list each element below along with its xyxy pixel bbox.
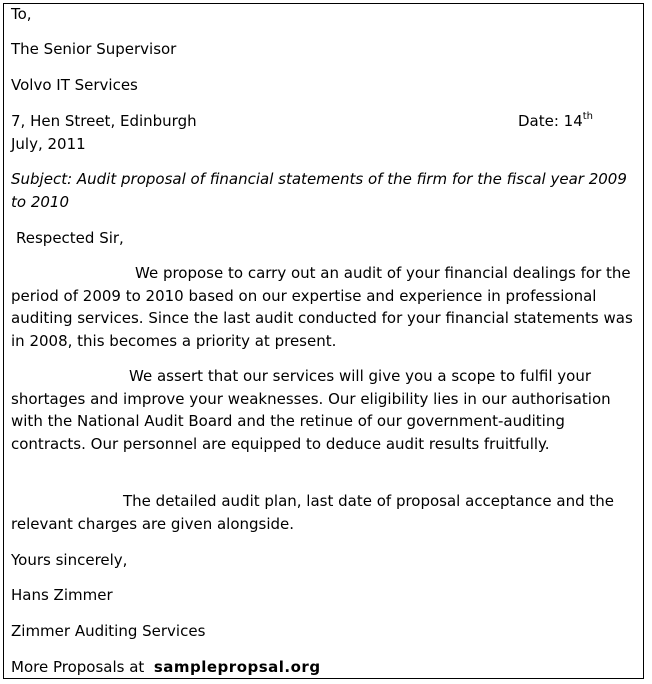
closing: Yours sincerely, [11,551,128,569]
paragraph-2 [11,365,635,455]
date-label: Date: 14 [518,112,583,130]
signer-company: Zimmer Auditing Services [11,622,206,640]
recipient-title: The Senior Supervisor [11,40,177,58]
greeting: Respected Sir, [16,229,124,247]
recipient-company: Volvo IT Services [11,76,138,94]
paragraph-2-text: We assert that our services will give you a scope to fulfil your shortages and improve your weaknesses. Our eligibility lies in our authorisation with the National Audit Board and the retinue of our government-auditing contracts. Our personnel are equipped to deduce audit results fruitfully. [11,367,611,453]
footer-site-link[interactable]: samplepropsal.org [153,658,321,676]
footer [11,656,321,678]
subject-line: Subject: Audit proposal of financial statements of the firm for the fiscal year 2009 to 2010 [11,170,627,211]
recipient-address: 7, Hen Street, Edinburgh [11,112,197,130]
salutation-to: To, [11,5,32,23]
footer-label: More Proposals at [11,658,145,676]
signer-name: Hans Zimmer [11,586,113,604]
date-suffix: th [582,111,594,122]
paragraph-3 [11,490,635,535]
date [518,110,593,132]
date-rest: July, 2011 [11,135,86,153]
paragraph-1 [11,262,635,352]
paragraph-3-text: The detailed audit plan, last date of proposal acceptance and the relevant charges are given alongside. [11,492,614,533]
paragraph-1-text: We propose to carry out an audit of your financial dealings for the period of 2009 to 2010 based on our expertise and experience in professional auditing services. Since the last audit conducted for your financial statements was in 2008, this becomes a priority at present. [11,264,633,350]
